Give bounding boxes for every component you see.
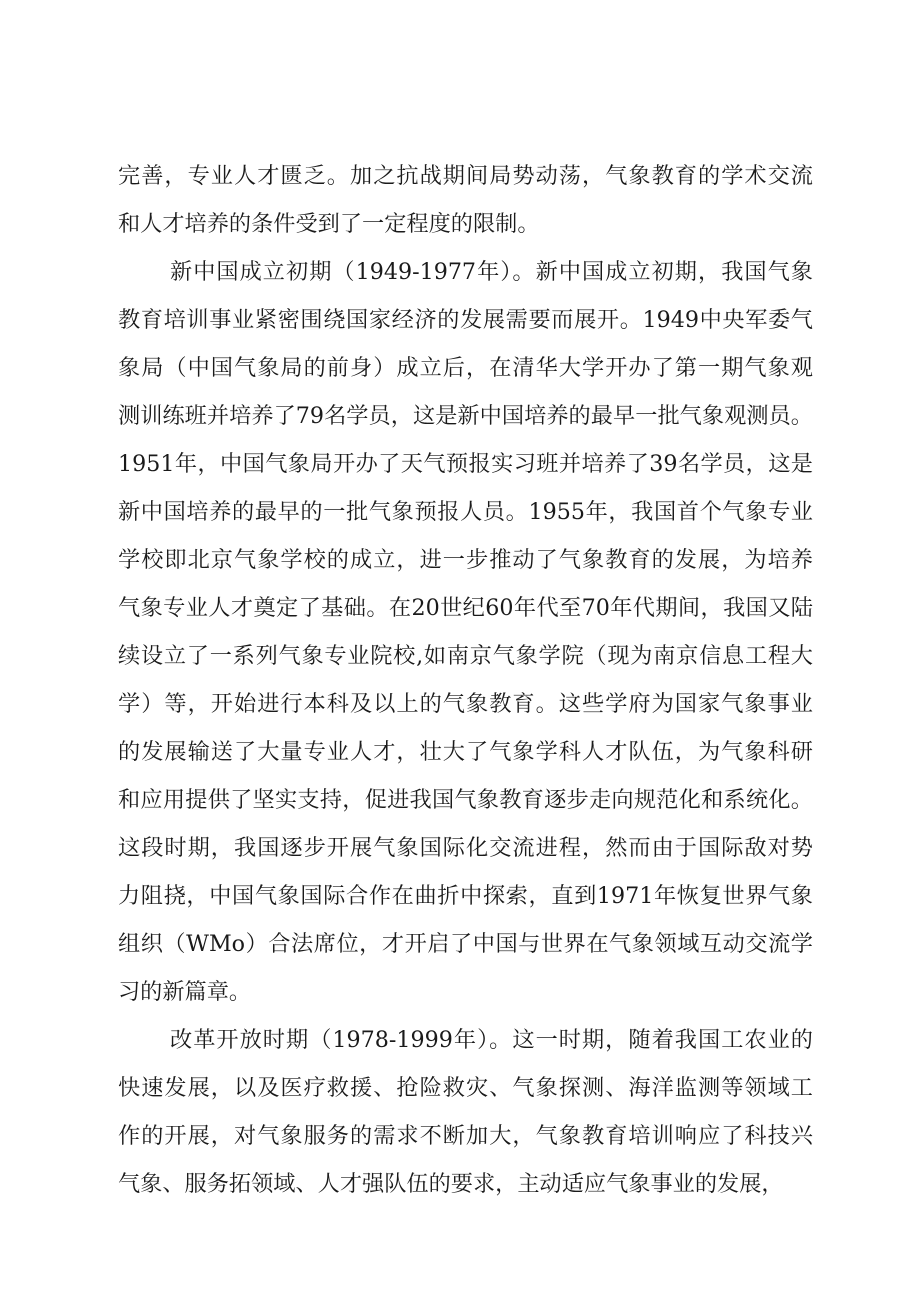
text-line: 快速发展，以及医疗救援、抢险救灾、气象探测、海洋监测等领域工 <box>118 1075 813 1101</box>
text-line: 和应用提供了坚实支持，促进我国气象教育逐步走向规范化和系统化。 <box>118 787 813 813</box>
text-line: 学校即北京气象学校的成立，进一步推动了气象教育的发展，为培养 <box>118 547 813 573</box>
paragraph <box>118 152 813 248</box>
document-body <box>118 152 813 1208</box>
text-line: 学）等，开始进行本科及以上的气象教育。这些学府为国家气象事业 <box>118 691 813 717</box>
text-line: 改革开放时期（1978-1999年）。这一时期，随着我国工农业的 <box>170 1027 813 1053</box>
text-line: 续设立了一系列气象专业院校,如南京气象学院（现为南京信息工程大 <box>118 643 813 669</box>
text-line: 气象、服务拓领域、人才强队伍的要求，主动适应气象事业的发展， <box>118 1171 784 1197</box>
text-line: 和人才培养的条件受到了一定程度的限制。 <box>118 211 540 237</box>
text-line: 新中国培养的最早的一批气象预报人员。1955年，我国首个气象专业 <box>118 499 813 525</box>
text-line: 力阻挠，中国气象国际合作在曲折中探索，直到1971年恢复世界气象 <box>118 883 813 909</box>
text-line: 测训练班并培养了79名学员，这是新中国培养的最早一批气象观测员。 <box>118 403 813 429</box>
text-line: 作的开展，对气象服务的需求不断加大，气象教育培训响应了科技兴 <box>118 1123 813 1149</box>
text-line: 1951年，中国气象局开办了天气预报实习班并培养了39名学员，这是 <box>118 451 813 477</box>
text-line: 新中国成立初期（1949-1977年）。新中国成立初期，我国气象 <box>170 259 813 285</box>
text-line: 气象专业人才奠定了基础。在20世纪60年代至70年代期间，我国又陆 <box>118 595 813 621</box>
text-line: 组织（WMo）合法席位，才开启了中国与世界在气象领域互动交流学 <box>118 931 813 957</box>
text-line: 的发展输送了大量专业人才，壮大了气象学科人才队伍，为气象科研 <box>118 739 813 765</box>
text-line: 习的新篇章。 <box>118 979 252 1005</box>
paragraph <box>118 1016 813 1208</box>
text-line: 教育培训事业紧密围绕国家经济的发展需要而展开。1949中央军委气 <box>118 307 813 333</box>
paragraph <box>118 248 813 1016</box>
text-line: 象局（中国气象局的前身）成立后，在清华大学开办了第一期气象观 <box>118 355 813 381</box>
text-line: 完善，专业人才匮乏。加之抗战期间局势动荡，气象教育的学术交流 <box>118 163 813 189</box>
text-line: 这段时期，我国逐步开展气象国际化交流进程，然而由于国际敌对势 <box>118 835 813 861</box>
